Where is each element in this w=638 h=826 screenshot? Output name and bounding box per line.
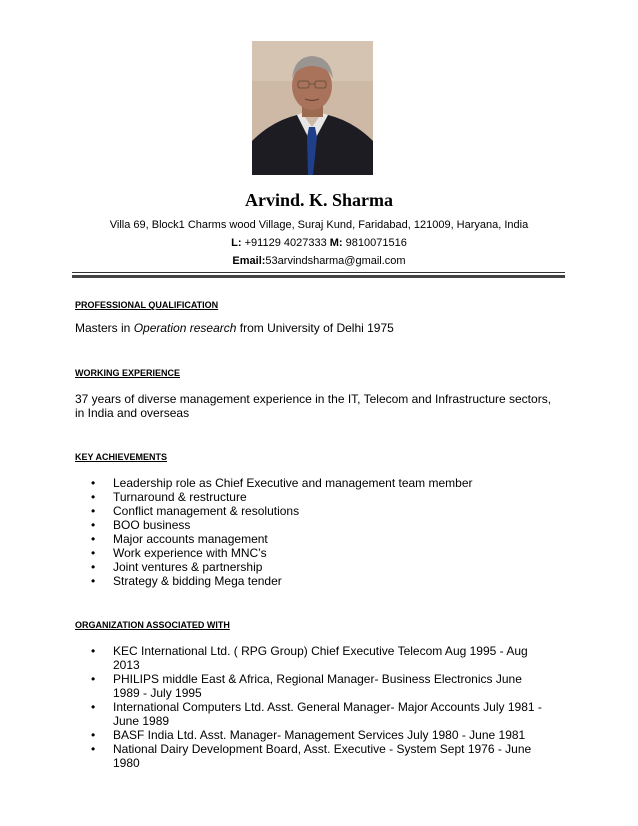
list-item: • Work experience with MNC’s [91, 546, 561, 560]
email-label: Email: [232, 255, 266, 267]
list-item: • PHILIPS middle East & Africa, Regional Manager- Business Electronics June 1989 - July 1995 [91, 672, 551, 700]
candidate-name: Arvind. K. Sharma [244, 190, 394, 210]
list-item: • Conflict management & resolutions [91, 504, 561, 518]
list-item: • National Dairy Development Board, Asst. Executive - System Sept 1976 - June 1980 [91, 742, 551, 770]
experience-text: 37 years of diverse management experience in the IT, Telecom and Infrastructure sectors, in India and overseas [75, 392, 552, 420]
email-line [0, 255, 638, 267]
list-item: • Turnaround & restructure [91, 490, 561, 504]
organizations-heading: ORGANIZATION ASSOCIATED WITH [75, 620, 230, 630]
address-line: Villa 69, Block1 Charms wood Village, Suraj Kund, Faridabad, 121009, Haryana, India [109, 219, 529, 231]
qualification-text [75, 321, 555, 335]
profile-photo [252, 41, 373, 175]
achievements-list [91, 476, 561, 588]
list-item: • KEC International Ltd. ( RPG Group) Chief Executive Telecom Aug 1995 - Aug 2013 [91, 644, 551, 672]
list-item: • BOO business [91, 518, 561, 532]
organizations-list [91, 644, 551, 770]
list-item: • Strategy & bidding Mega tender [91, 574, 561, 588]
qualification-text-end: from University of Delhi 1975 [236, 321, 394, 335]
qualification-heading: PROFESSIONAL QUALIFICATION [75, 300, 219, 310]
list-item: • Major accounts management [91, 532, 561, 546]
phone-line [0, 237, 638, 249]
qualification-field: Operation research [133, 321, 237, 335]
experience-heading: WORKING EXPERIENCE [75, 368, 181, 378]
mobile-label: M: [329, 237, 343, 249]
list-item: • Leadership role as Chief Executive and management team member [91, 476, 561, 490]
list-item: • BASF India Ltd. Asst. Manager- Management Services July 1980 - June 1981 [91, 728, 551, 742]
list-item: • International Computers Ltd. Asst. General Manager- Major Accounts July 1981 - June 1989 [91, 700, 551, 728]
achievements-heading: KEY ACHIEVEMENTS [75, 452, 168, 462]
header-divider-thick [72, 275, 565, 278]
header-divider-thin [72, 272, 565, 273]
list-item: • Joint ventures & partnership [91, 560, 561, 574]
qualification-text-start: Masters in [75, 321, 134, 335]
landline-number: +91129 4027333 [244, 237, 327, 249]
landline-label: L: [231, 237, 242, 249]
mobile-number: 9810071516 [345, 237, 407, 249]
email-address[interactable]: 53arvindsharma@gmail.com [265, 255, 406, 267]
